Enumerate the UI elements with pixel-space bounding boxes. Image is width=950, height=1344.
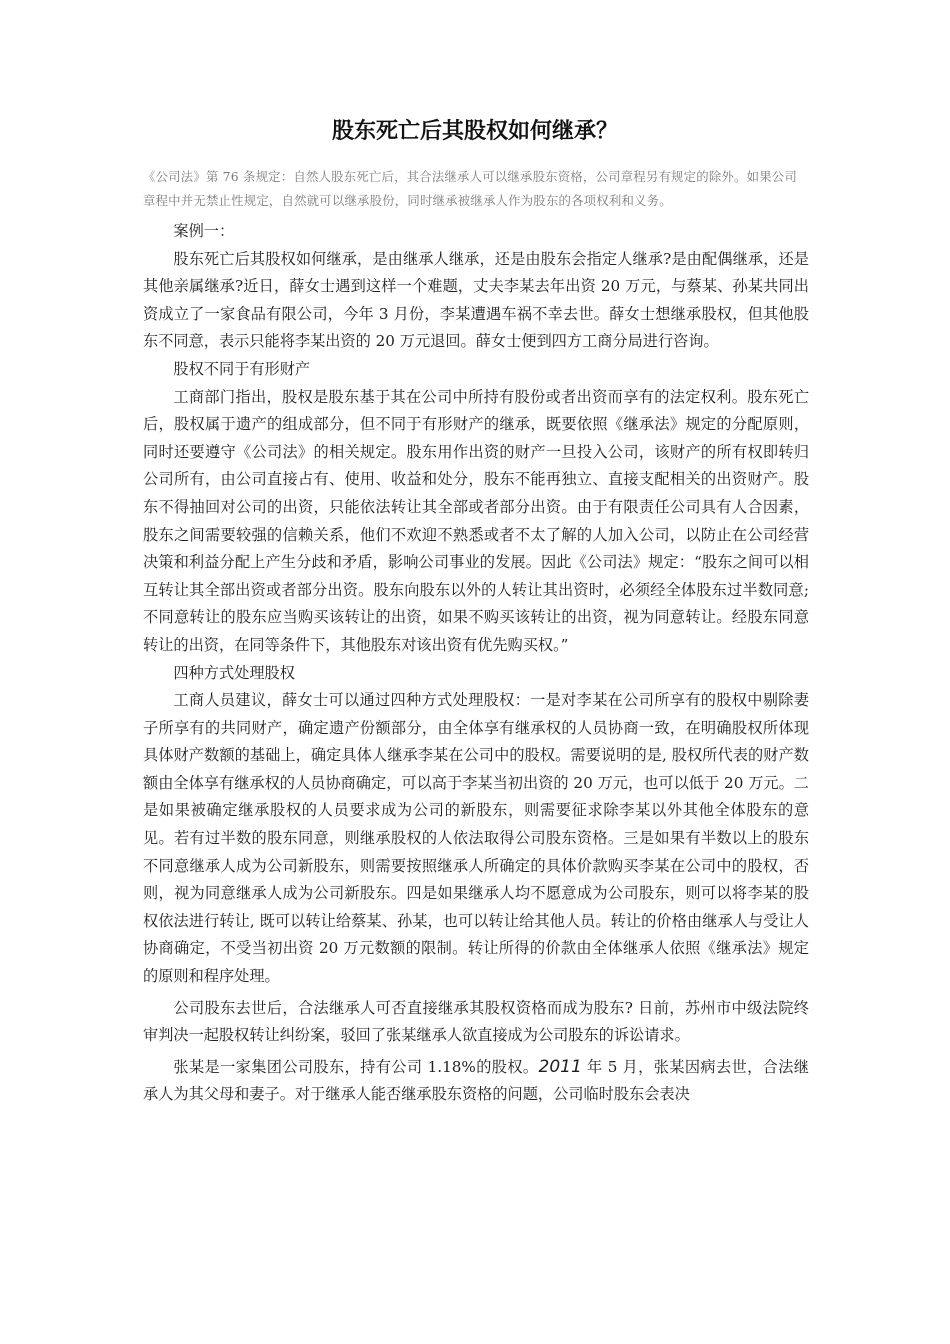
section-heading-four-methods: 四种方式处理股权 (173, 663, 295, 682)
paragraph-zhang-case-start: 张某是一家集团公司股东，持有公司 1.18%的股权。 (173, 1057, 539, 1076)
paragraph-equity-explanation: 工商部门指出，股权是股东基于其在公司中所持有股份或者出资而享有的法定权利。股东死亡后，股权属于遗产的组成部分，但不同于有形财产的继承，既要依照《继承法》规定的分配原则，同时还要遵守《公司法》的相关规定。股东用作出资的财产一旦投入公司，该财产的所有权即转归公司所有，由公司直接占有、使用、收益和处分，股东不能再独立、直接支配相关的出资财产。股东不得抽回对公司的出资，只能依法转让其全部或者部分出资。由于有限责任公司具有人合因素，股东之间需要较强的信赖关系，他们不欢迎不熟悉或者不太了解的人加入公司，以防止在公司经营决策和利益分配上产生分歧和矛盾，影响公司事业的发展。因此《公司法》规定：“股东之间可以相互转让其全部出资或者部分出资。股东向股东以外的人转让其出资时，必须经全体股东过半数同意;不同意转让的股东应当购买该转让的出资，如果不购买该转让的出资，视为同意转让。经股东同意转让的出资，在同等条件下，其他股东对该出资有优先购买权。” (143, 387, 809, 654)
section-heading-equity-vs-tangible: 股权不同于有形财产 (173, 359, 311, 378)
intro-paragraph: 《公司法》第 76 条规定：自然人股东死亡后，其合法继承人可以继承股东资格，公司章程另有规定的除外。如果公司章程中并无禁止性规定，自然就可以继承股份，同时继承被继承人作为股东的各项权利和义务。 (143, 169, 797, 208)
paragraph-zhang-case (143, 1054, 809, 1109)
paragraph-case-story: 股东死亡后其股权如何继承，是由继承人继承，还是由股东会指定人继承?是由配偶继承，还是其他亲属继承?近日，薛女士遇到这样一个难题，丈夫李某去年出资 20 万元，与蔡某、孙某共同出资成立了一家食品有限公司，今年 3 月份，李某遭遇车祸不幸去世。薛女士想继承股权，但其他股东不同意，表示只能将李某出资的 20 万元退回。薛女士便到四方工商分局进行咨询。 (143, 249, 809, 351)
article-body (143, 218, 809, 1109)
case-label: 案例一： (173, 222, 235, 240)
year-number: 2011 (538, 1056, 582, 1077)
page-title: 股东死亡后其股权如何继承？ (331, 119, 618, 144)
paragraph-suzhou-court: 公司股东去世后，合法继承人可否直接继承其股权资格而成为股东? 日前，苏州市中级法院终审判决一起股权转让纠纷案，驳回了张某继承人欲直接成为公司股东的诉讼请求。 (143, 998, 809, 1045)
paragraph-four-methods: 工商人员建议，薛女士可以通过四种方式处理股权：一是对李某在公司所享有的股权中剔除妻子所享有的共同财产，确定遗产份额部分，由全体享有继承权的人员协商一致，在明确股权所体现具体财产数额的基础上，确定具体人继承李某在公司中的股权。需要说明的是, 股权所代表的财产数额由全体享有继承权的人员协商确定，可以高于李某当初出资的 20 万元，也可以低于 20 万元。二是如果被确定继承股权的人员要求成为公司的新股东，则需要征求除李某以外其他全体股东的意见。若有过半数的股东同意，则继承股权的人依法取得公司股东资格。三是如果有半数以上的股东不同意继承人成为公司新股东，则需要按照继承人所确定的具体价款购买李某在公司中的股权，否则，视为同意继承人成为公司新股东。四是如果继承人均不愿意成为公司股东，则可以将李某的股权依法进行转让, 既可以转让给蔡某、孙某，也可以转让给其他人员。转让的价格由继承人与受让人协商确定，不受当初出资 20 万元数额的限制。转让所得的价款由全体继承人依照《继承法》规定的原则和程序处理。 (143, 691, 809, 986)
paragraph-zhang-case-rest: 年 5 月，张某因病去世，合法继承人为其父母和妻子。对于继承人能否继承股东资格的问题，公司临时股东会表决 (143, 1057, 809, 1104)
